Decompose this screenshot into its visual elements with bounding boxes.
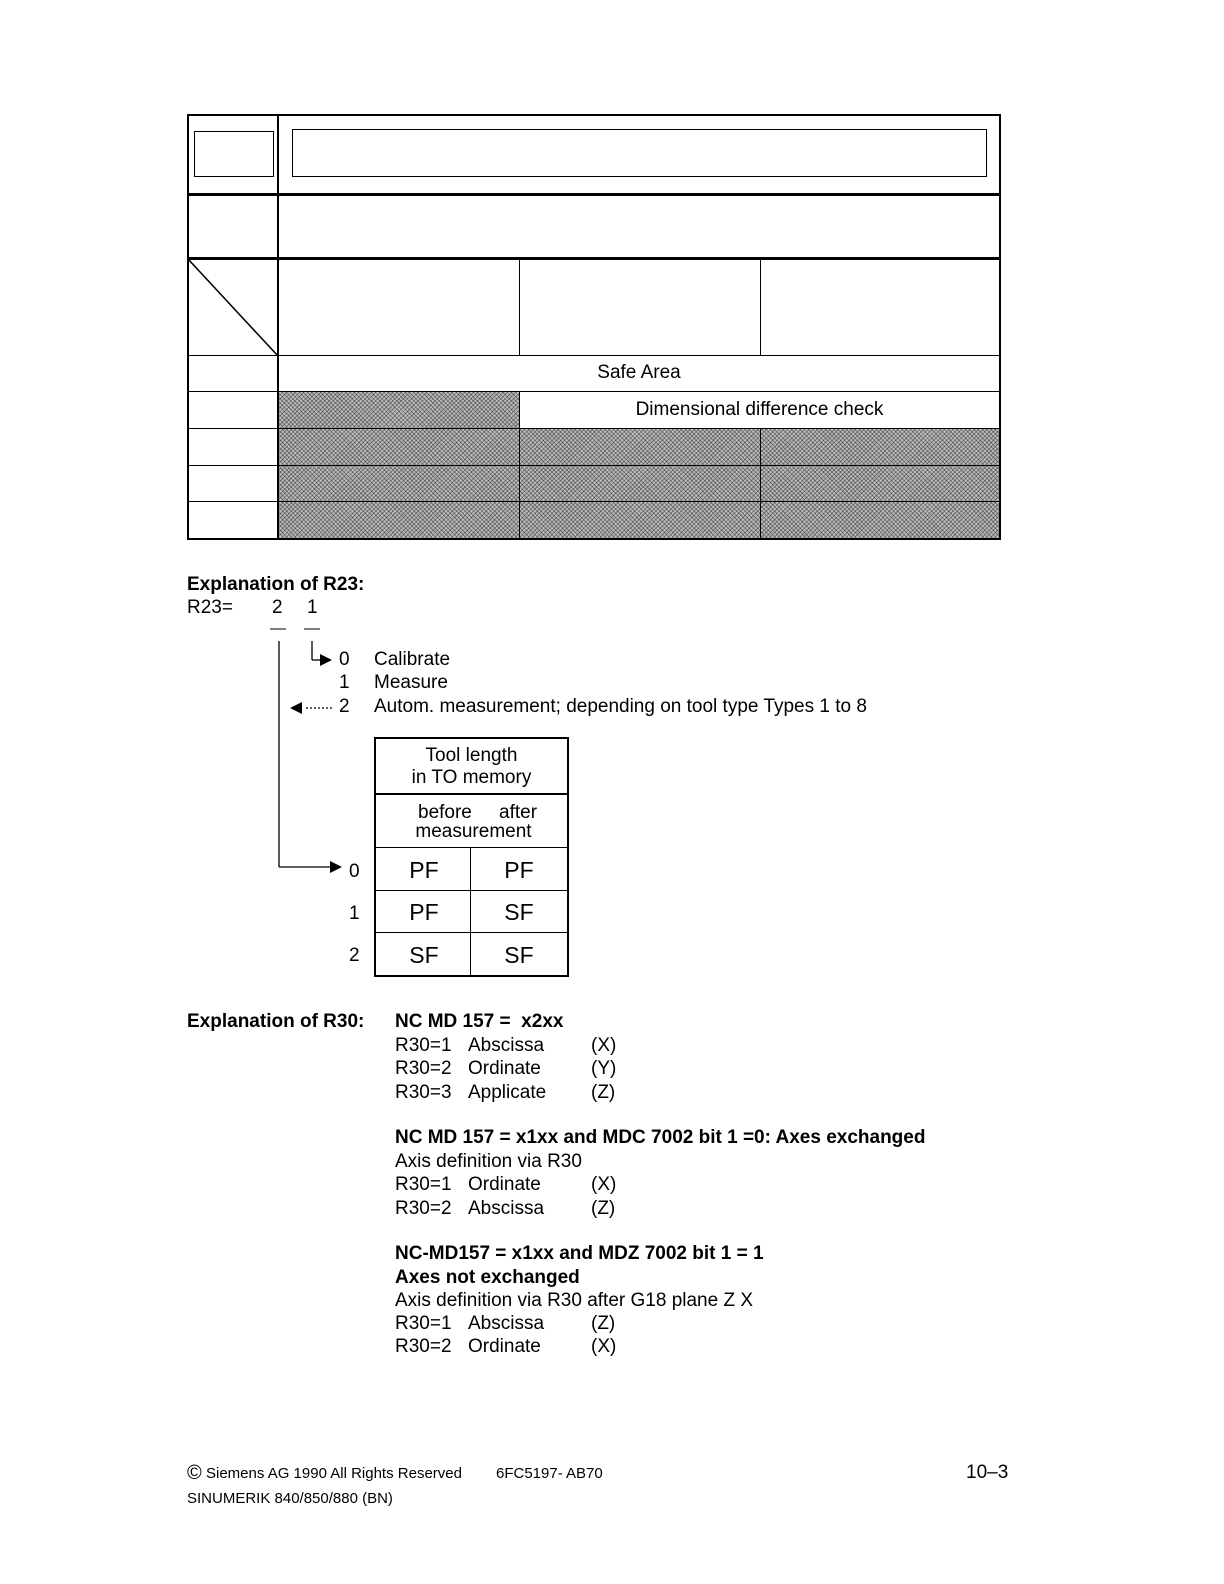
r30-b2-row1-code: R30=2 [395,1198,452,1219]
r30-b2-row1-name: Abscissa [468,1198,545,1219]
r30-heading: Explanation of R30: [187,1011,365,1032]
r30-b1-row2-name: Applicate [468,1082,547,1103]
tool-row-2-num: 2 [349,945,360,966]
tool-table-header-line1: Tool length [425,745,518,766]
r30-b3-row0-name: Abscissa [468,1313,545,1334]
copyright-symbol: © [187,1462,202,1484]
r23-digit-right: 1 [307,597,318,618]
r30-block1-title: NC MD 157 = x2xx [395,1011,564,1032]
r30-b1-row1-code: R30=2 [395,1058,452,1079]
tool-row-1-after: SF [504,899,534,925]
tool-row-0-after: PF [504,857,534,883]
tool-row-0-before: PF [409,857,439,883]
tool-table-after: after [499,802,538,823]
footer-copyright: Siemens AG 1990 All Rights Reserved [206,1465,462,1482]
tool-row-2-before: SF [409,942,439,968]
r23-option-1-text: Measure [374,672,448,693]
r30-b1-row2-code: R30=3 [395,1082,452,1103]
tool-row-1-num: 1 [349,903,360,924]
tool-table-measurement: measurement [415,821,532,842]
r23-option-2-num: 2 [339,696,350,717]
r30-block2-title: NC MD 157 = x1xx and MDC 7002 bit 1 =0: Axes exchanged [395,1127,926,1148]
r30-b3-row1-name: Ordinate [468,1336,541,1357]
r30-b1-row0-name: Abscissa [468,1035,545,1056]
tool-row-1-before: PF [409,899,439,925]
r30-b2-row0-code: R30=1 [395,1174,452,1195]
footer-product: SINUMERIK 840/850/880 (BN) [187,1490,393,1507]
footer-page-number: 10–3 [966,1462,1009,1483]
r30-b1-row1-axis: (Y) [591,1058,617,1079]
r30-block3-desc: Axis definition via R30 after G18 plane Z X [395,1290,754,1311]
r30-b1-row0-axis: (X) [591,1035,617,1056]
tool-row-2-after: SF [504,942,534,968]
r23-digit-left: 2 [272,597,283,618]
r30-block2-desc: Axis definition via R30 [395,1151,582,1172]
r23-option-0-text: Calibrate [374,649,451,670]
r30-b3-row0-axis: (Z) [591,1313,616,1334]
dimensional-check-label: Dimensional difference check [635,399,884,420]
r23-option-0-num: 0 [339,649,350,670]
tool-table-header-line2: in TO memory [411,767,532,788]
r23-option-2-text: Autom. measurement; depending on tool type Types 1 to 8 [374,696,867,717]
r23-label: R23= [187,597,233,618]
r30-block3-title1: NC-MD157 = x1xx and MDZ 7002 bit 1 = 1 [395,1243,764,1264]
r30-b3-row1-axis: (X) [591,1336,617,1357]
footer-order-number: 6FC5197- AB70 [496,1465,603,1482]
r30-b3-row1-code: R30=2 [395,1336,452,1357]
r30-b2-row0-name: Ordinate [468,1174,541,1195]
r30-block3-title2: Axes not exchanged [395,1267,580,1288]
r30-b1-row1-name: Ordinate [468,1058,541,1079]
r30-b2-row0-axis: (X) [591,1174,617,1195]
safe-area-label: Safe Area [597,362,681,383]
r23-option-1-num: 1 [339,672,350,693]
r30-b1-row2-axis: (Z) [591,1082,616,1103]
r30-b1-row0-code: R30=1 [395,1035,452,1056]
tool-row-0-num: 0 [349,861,360,882]
r30-b3-row0-code: R30=1 [395,1313,452,1334]
r23-heading: Explanation of R23: [187,574,365,595]
r30-b2-row1-axis: (Z) [591,1198,616,1219]
tool-table-before: before [418,802,472,823]
